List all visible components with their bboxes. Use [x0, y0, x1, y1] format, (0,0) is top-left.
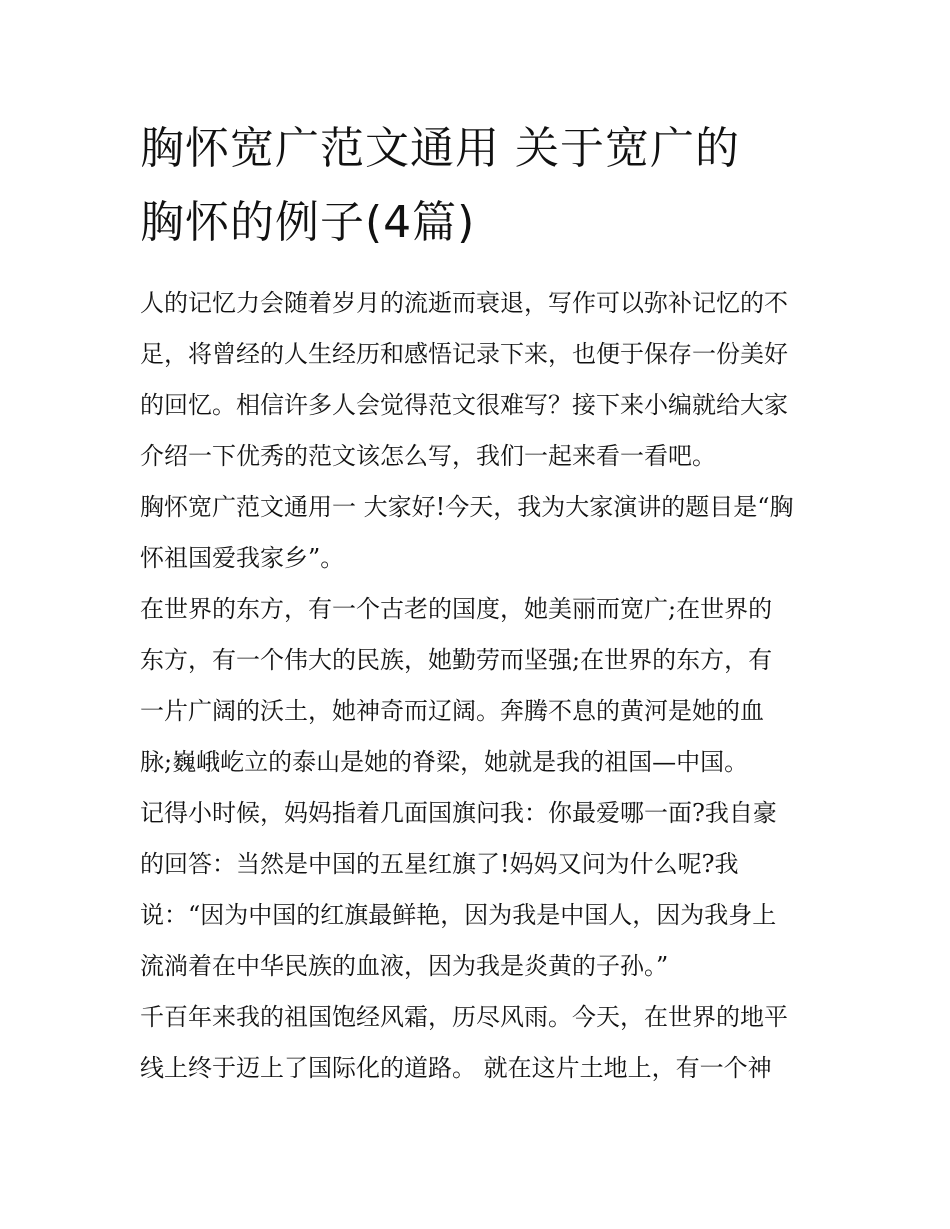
text-line: 胸怀宽广范文通用一 大家好!今天，我为大家演讲的题目是“胸	[140, 493, 794, 521]
paragraph-east-world	[140, 584, 830, 788]
text-line: 说：“因为中国的红旗最鲜艳，因为我是中国人，因为我身上	[140, 901, 777, 929]
paragraph-speech-opening	[140, 482, 830, 584]
paragraph-intro	[140, 278, 830, 482]
text-line: 记得小时候，妈妈指着几面国旗问我：你最爱哪一面?我自豪	[140, 799, 777, 827]
title-line: 胸怀的例子(4篇)	[140, 197, 476, 248]
paragraph-childhood-memory	[140, 788, 830, 992]
text-line: 的回答：当然是中国的五星红旗了!妈妈又问为什么呢?我	[140, 850, 739, 878]
text-line: 人的记忆力会随着岁月的流逝而衰退，写作可以弥补记忆的不	[140, 289, 788, 317]
paragraph-history	[140, 992, 830, 1094]
text-line: 千百年来我的祖国饱经风霜，历尽风雨。今天，在世界的地平	[140, 1003, 788, 1031]
title-line: 胸怀宽广范文通用 关于宽广的	[140, 123, 740, 174]
text-line: 线上终于迈上了国际化的道路。 就在这片土地上，有一个神	[140, 1054, 772, 1082]
text-line: 流淌着在中华民族的血液，因为我是炎黄的子孙。”	[140, 952, 669, 980]
text-line: 在世界的东方，有一个古老的国度，她美丽而宽广;在世界的	[140, 595, 773, 623]
text-line: 一片广阔的沃土，她神奇而辽阔。奔腾不息的黄河是她的血	[140, 697, 764, 725]
text-line: 脉;巍峨屹立的泰山是她的脊梁，她就是我的祖国—中国。	[140, 748, 749, 776]
page-title	[140, 112, 830, 260]
document-body	[140, 278, 830, 1094]
text-line: 怀祖国爱我家乡”。	[140, 544, 345, 572]
text-line: 的回忆。相信许多人会觉得范文很难写？接下来小编就给大家	[140, 391, 788, 419]
text-line: 东方，有一个伟大的民族，她勤劳而坚强;在世界的东方，有	[140, 646, 773, 674]
text-line: 足，将曾经的人生经历和感悟记录下来，也便于保存一份美好	[140, 340, 788, 368]
text-line: 介绍一下优秀的范文该怎么写，我们一起来看一看吧。	[140, 442, 716, 470]
